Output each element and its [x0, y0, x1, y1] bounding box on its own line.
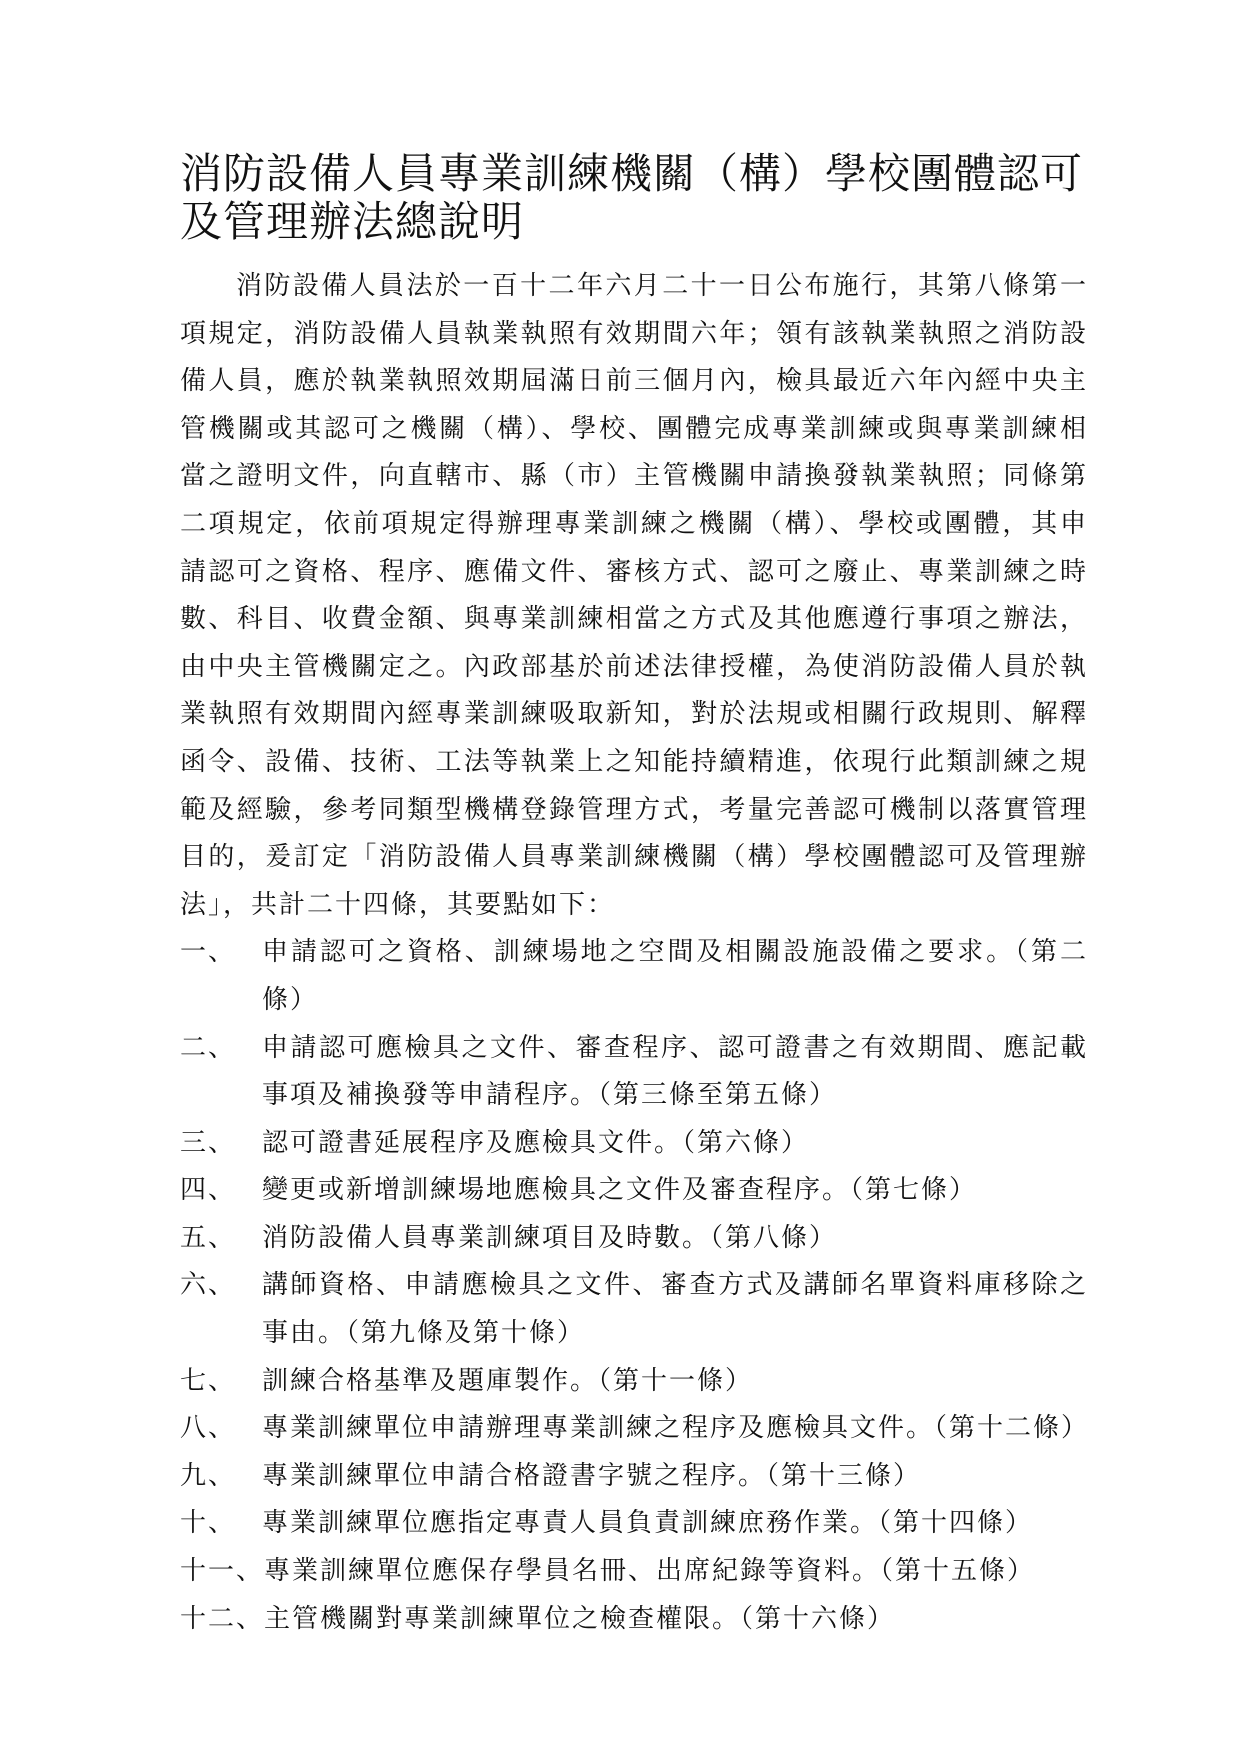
list-item — [180, 929, 1088, 1024]
intro-paragraph: 消防設備人員法於一百十二年六月二十一日公布施行，其第八條第一項規定，消防設備人員執業執照有效期間六年；領有該執業執照之消防設備人員，應於執業執照效期屆滿日前三個月內，檢具最近六年內經中央主管機關或其認可之機關（構）、學校、團體完成專業訓練或與專業訓練相當之證明文件，向直轄市、縣（市）主管機關申請換發執業執照；同條第二項規定，依前項規定得辦理專業訓練之機關（構）、學校或團體，其申請認可之資格、程序、應備文件、審核方式、認可之廢止、專業訓練之時數、科目、收費金額、與專業訓練相當之方式及其他應遵行事項之辦法，由中央主管機關定之。內政部基於前述法律授權，為使消防設備人員於執業執照有效期間內經專業訓練吸取新知，對於法規或相關行政規則、解釋函令、設備、技術、工法等執業上之知能持續精進，依現行此類訓練之規範及經驗，參考同類型機構登錄管理方式，考量完善認可機制以落實管理目的，爰訂定「消防設備人員專業訓練機關（構）學校團體認可及管理辦法」，共計二十四條，其要點如下： — [180, 271, 1088, 920]
item-number: 八、 — [180, 1413, 237, 1444]
list-item — [180, 1167, 1088, 1215]
item-text: 訓練合格基準及題庫製作。（第十一條） — [262, 1365, 754, 1396]
item-number: 七、 — [180, 1365, 237, 1396]
document-page — [180, 150, 1088, 1643]
item-text: 認可證書延展程序及應檢具文件。（第六條） — [262, 1127, 810, 1158]
item-text: 主管機關對專業訓練單位之檢查權限。（第十六條） — [264, 1603, 896, 1634]
item-number: 十一、 — [180, 1556, 265, 1587]
item-number: 五、 — [180, 1222, 237, 1253]
list-item — [180, 1358, 1088, 1406]
item-text: 專業訓練單位申請合格證書字號之程序。（第十三條） — [262, 1460, 922, 1491]
list-item — [180, 1120, 1088, 1168]
item-text: 專業訓練單位應指定專責人員負責訓練庶務作業。（第十四條） — [262, 1508, 1034, 1539]
title-line-2: 及管理辦法總說明 — [180, 197, 525, 246]
list-item — [180, 1453, 1088, 1501]
item-number: 十二、 — [180, 1603, 265, 1634]
item-number: 九、 — [180, 1460, 237, 1491]
item-number: 四、 — [180, 1175, 237, 1206]
list-item — [180, 1548, 1088, 1596]
item-text: 申請認可之資格、訓練場地之空間及相關設施設備之要求。（第二條） — [262, 937, 1088, 1015]
item-text: 變更或新增訓練場地應檢具之文件及審查程序。（第七條） — [262, 1175, 978, 1206]
list-item — [180, 1596, 1088, 1644]
item-number: 二、 — [180, 1032, 237, 1063]
key-points-list — [180, 929, 1088, 1643]
list-item — [180, 1405, 1088, 1453]
item-text: 消防設備人員專業訓練項目及時數。（第八條） — [262, 1222, 838, 1253]
list-item — [180, 1500, 1088, 1548]
list-item — [180, 1215, 1088, 1263]
item-number: 三、 — [180, 1127, 237, 1158]
item-text: 專業訓練單位申請辦理專業訓練之程序及應檢具文件。（第十二條） — [262, 1413, 1090, 1444]
title-line-1: 消防設備人員專業訓練機關（構）學校團體認可 — [180, 149, 1084, 198]
item-text: 申請認可應檢具之文件、審查程序、認可證書之有效期間、應記載事項及補換發等申請程序。（第三條至第五條） — [262, 1032, 1088, 1111]
item-text: 專業訓練單位應保存學員名冊、出席紀錄等資料。（第十五條） — [264, 1556, 1036, 1587]
document-title — [180, 150, 1088, 246]
item-text: 講師資格、申請應檢具之文件、審查方式及講師名單資料庫移除之事由。（第九條及第十條） — [262, 1270, 1088, 1349]
list-item — [180, 1262, 1088, 1357]
item-number: 一、 — [180, 937, 237, 968]
item-number: 十、 — [180, 1508, 237, 1539]
list-item — [180, 1025, 1088, 1120]
item-number: 六、 — [180, 1270, 237, 1301]
